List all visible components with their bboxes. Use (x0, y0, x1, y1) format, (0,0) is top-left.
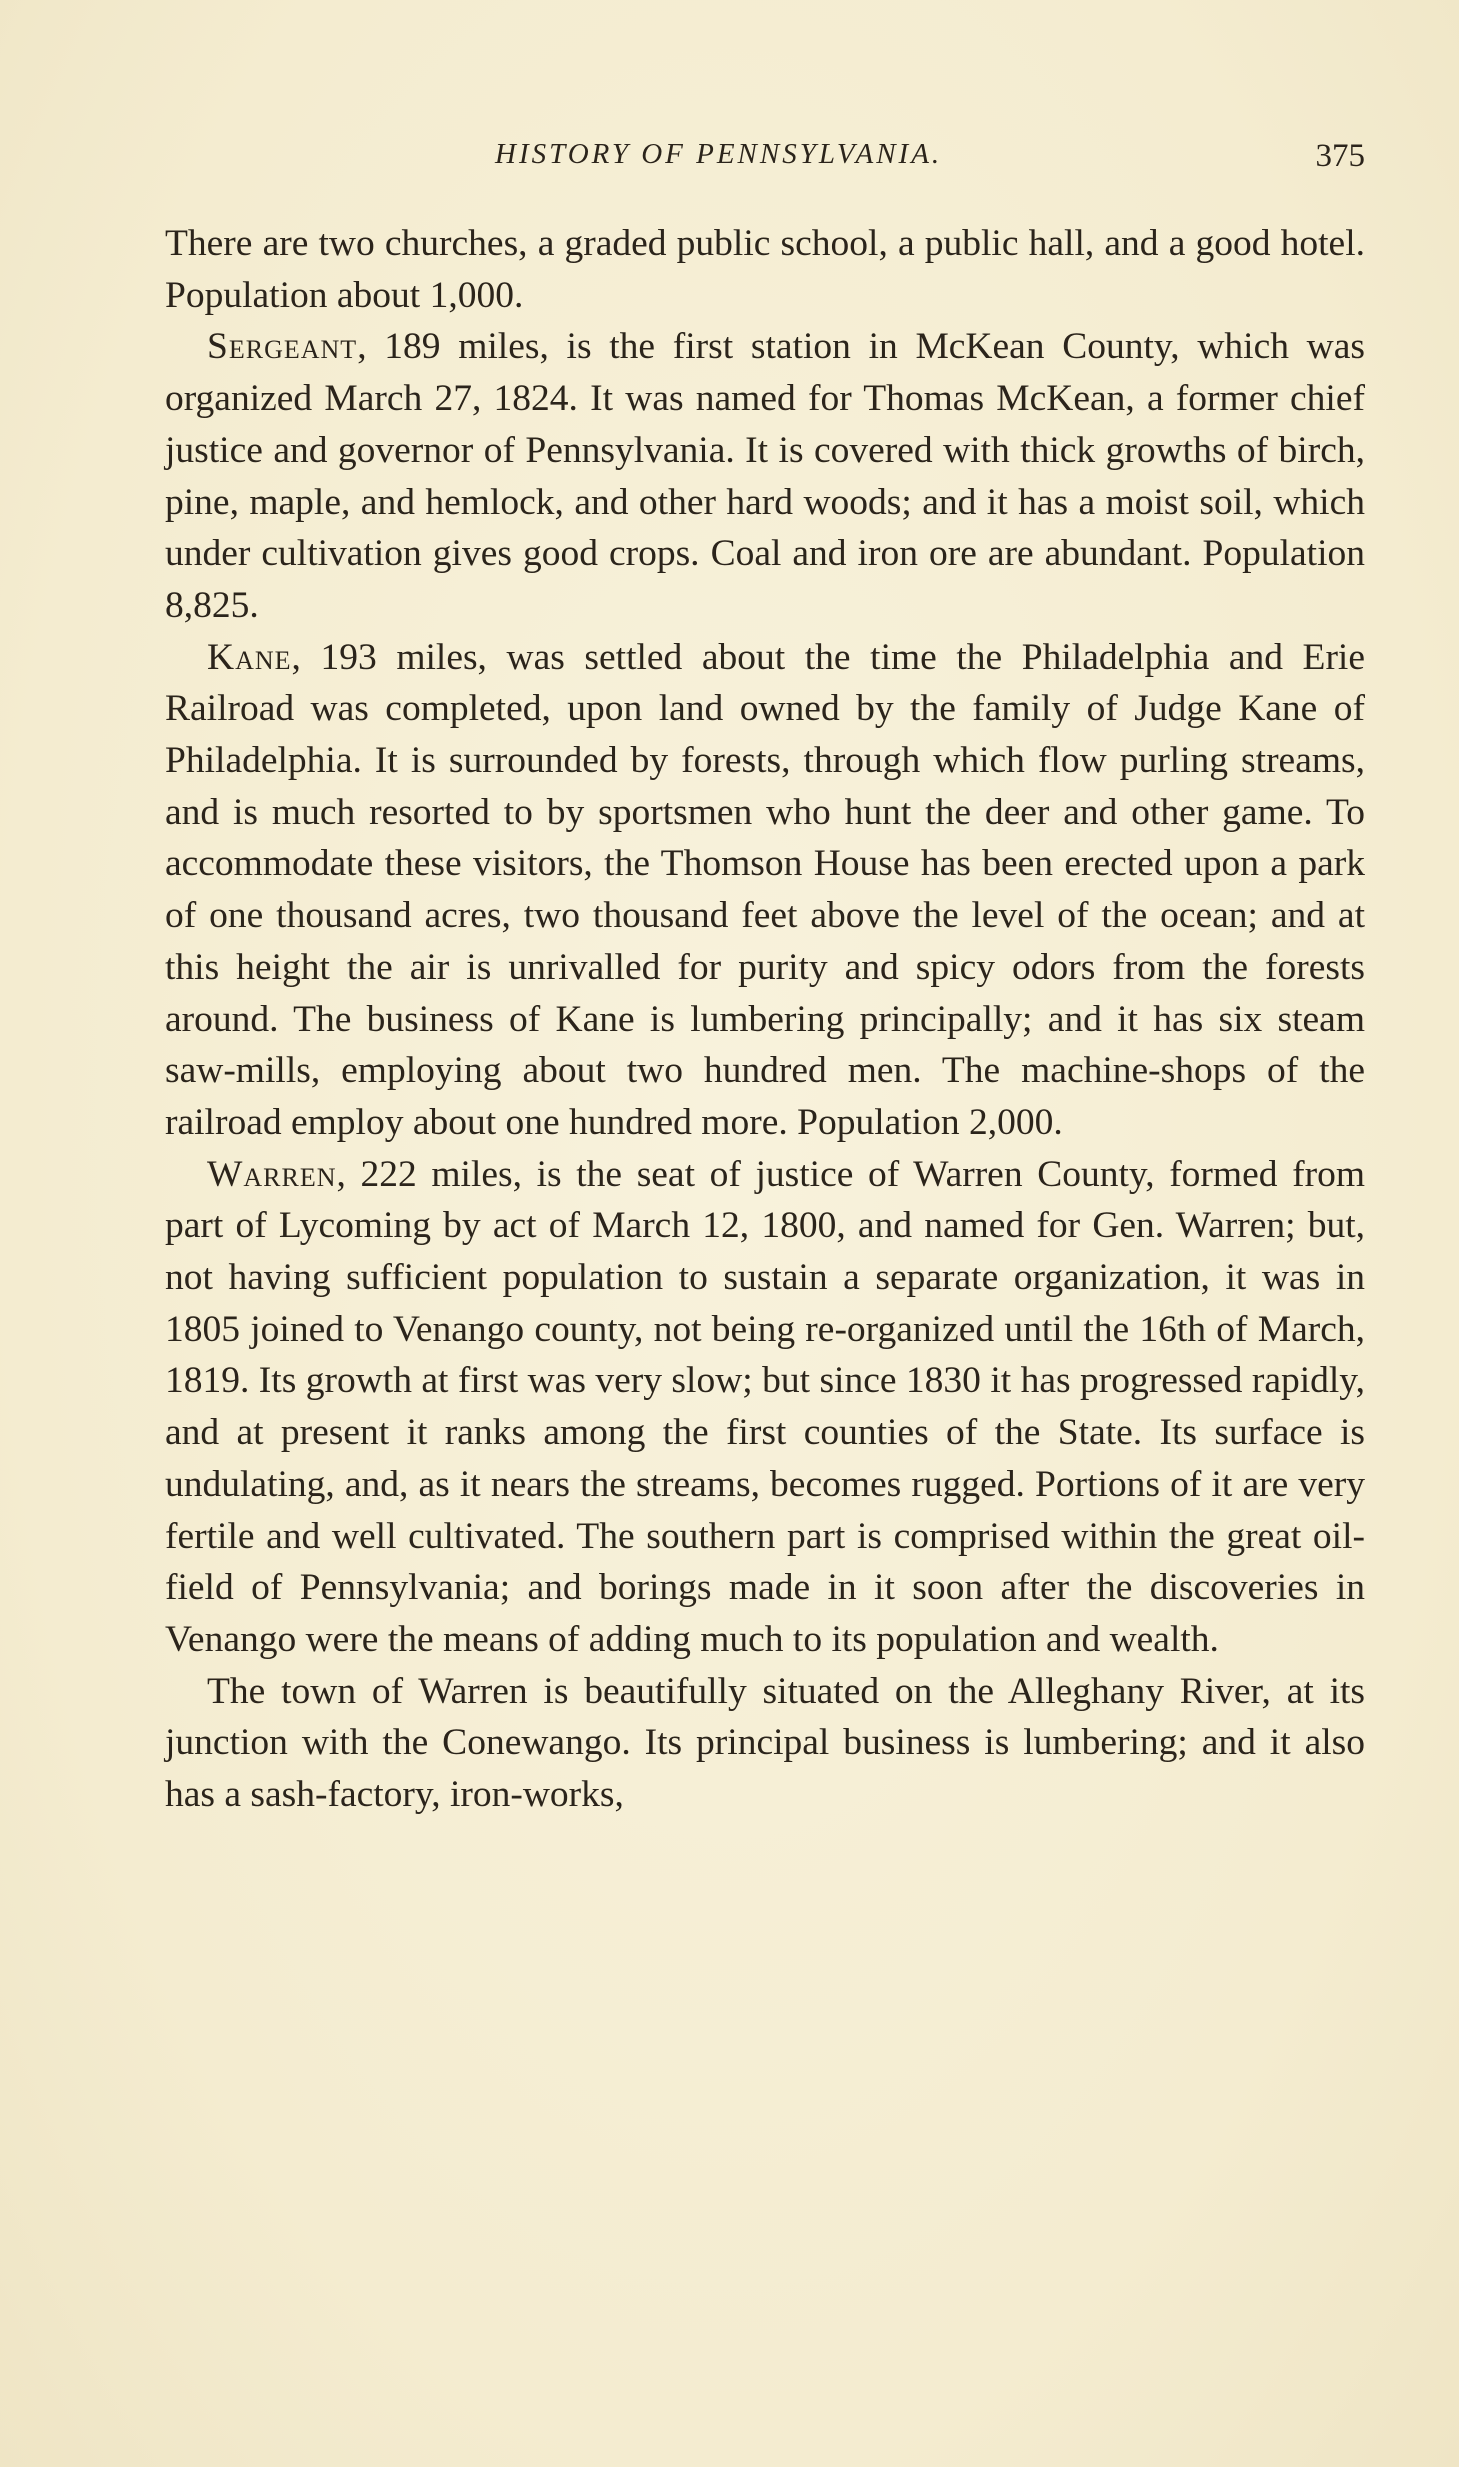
paragraph-population-note (165, 218, 1365, 321)
paragraph-kane (165, 632, 1365, 1149)
page-header (165, 138, 1365, 188)
page-number: 375 (1315, 138, 1365, 174)
body-text (165, 218, 1365, 1821)
paragraph-warren (165, 1149, 1365, 1666)
paragraph-text: The town of Warren is beautifully situated on the Alleghany River, at its junction with the Conewango. Its principal business is lumbering; and it also has a sash-factory, iron-works, (165, 1670, 1365, 1816)
paragraph-text: , 193 miles, was settled about the time the Philadelphia and Erie Railroad was completed, upon land owned by the family of Judge Kane of Philadelphia. It is surrounded by forests, through which flow purling streams, and is much resorted to by sportsmen who hunt the deer and other game. To accommodate these visitors, the Thomson House has been erected upon a park of one thousand acres, two thousand feet above the level of the ocean; and at this height the air is unrivalled for purity and spicy odors from the forests around. The business of Kane is lumbering principally; and it has six steam saw-mills, employing about two hundred men. The machine-shops of the railroad employ about one hundred more. Population 2,000. (165, 636, 1365, 1143)
paragraph-warren-town (165, 1666, 1365, 1821)
paragraph-text: , 189 miles, is the first station in McKean County, which was organized March 27, 1824. It was named for Thomas McKean, a former chief justice and governor of Pennsylvania. It is covered with thick growths of birch, pine, maple, and hemlock, and other hard woods; and it has a moist soil, which under cultivation gives good crops. Coal and iron ore are abundant. Population 8,825. (165, 326, 1365, 626)
entry-heading-warren: Warren (207, 1153, 337, 1195)
entry-heading-sergeant: Sergeant (207, 326, 358, 368)
entry-heading-kane: Kane (207, 636, 292, 678)
paragraph-text: , 222 miles, is the seat of justice of Warren County, formed from part of Lycoming by act of March 12, 1800, and named for Gen. Warren; but, not having sufficient population to sustain a separate organization, it was in 1805 joined to Venango county, not being re-organized until the 16th of March, 1819. Its growth at first was very slow; but since 1830 it has progressed rapidly, and at present it ranks among the first counties of the State. Its surface is undulating, and, as it nears the streams, becomes rugged. Portions of it are very fertile and well cultivated. The southern part is comprised within the great oil-field of Pennsylvania; and borings made in it soon after the discoveries in Venango were the means of adding much to its population and wealth. (165, 1153, 1365, 1660)
paragraph-sergeant (165, 321, 1365, 631)
paragraph-text: There are two churches, a graded public school, a public hall, and a good hotel. Population about 1,000. (165, 223, 1365, 316)
running-head: HISTORY OF PENNSYLVANIA. (495, 138, 943, 170)
